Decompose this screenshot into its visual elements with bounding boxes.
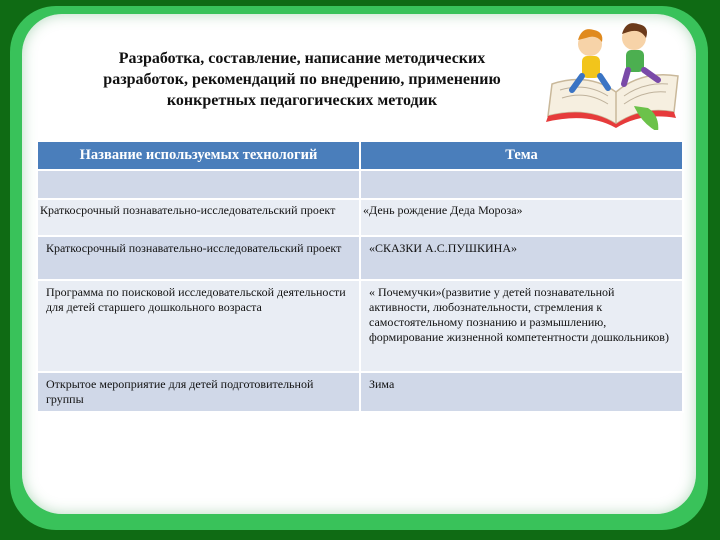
table-row [37, 236, 683, 280]
title-line-2: разработок, рекомендаций по внедрению, применению [103, 71, 501, 88]
table-row [37, 372, 683, 412]
technology-cell: Открытое мероприятие для детей подготовительной группы [37, 372, 360, 412]
header-technology: Название используемых технологий [37, 141, 360, 170]
table-row [37, 170, 683, 199]
technology-cell: Программа по поисковой исследовательской деятельности для детей старшего дошкольного возраста [37, 280, 360, 372]
header-topic: Тема [360, 141, 683, 170]
table-row [37, 280, 683, 372]
slide-title [60, 48, 544, 111]
title-line-1: Разработка, составление, написание методических [118, 50, 486, 67]
technology-cell [37, 170, 360, 199]
table-header-row [37, 141, 683, 170]
topic-cell [360, 170, 683, 199]
technology-cell: Краткосрочный познавательно-исследовательский проект [37, 236, 360, 280]
topic-cell: Зима [360, 372, 683, 412]
topic-cell: «День рождение Деда Мороза» [360, 199, 683, 236]
technology-cell: Краткосрочный познавательно-исследовательский проект [37, 199, 360, 236]
topic-cell: «СКАЗКИ А.С.ПУШКИНА» [360, 236, 683, 280]
topic-cell: « Почемучки»(развитие у детей познавательной активности, любознательности, стремления к самостоятельному познанию и размышлению, формирование жизненной компетентности дошкольников) [360, 280, 683, 372]
title-line-3: конкретных педагогических методик [166, 92, 438, 109]
table-row [37, 199, 683, 236]
children-reading-book-icon [538, 14, 688, 130]
technologies-table [36, 140, 684, 413]
